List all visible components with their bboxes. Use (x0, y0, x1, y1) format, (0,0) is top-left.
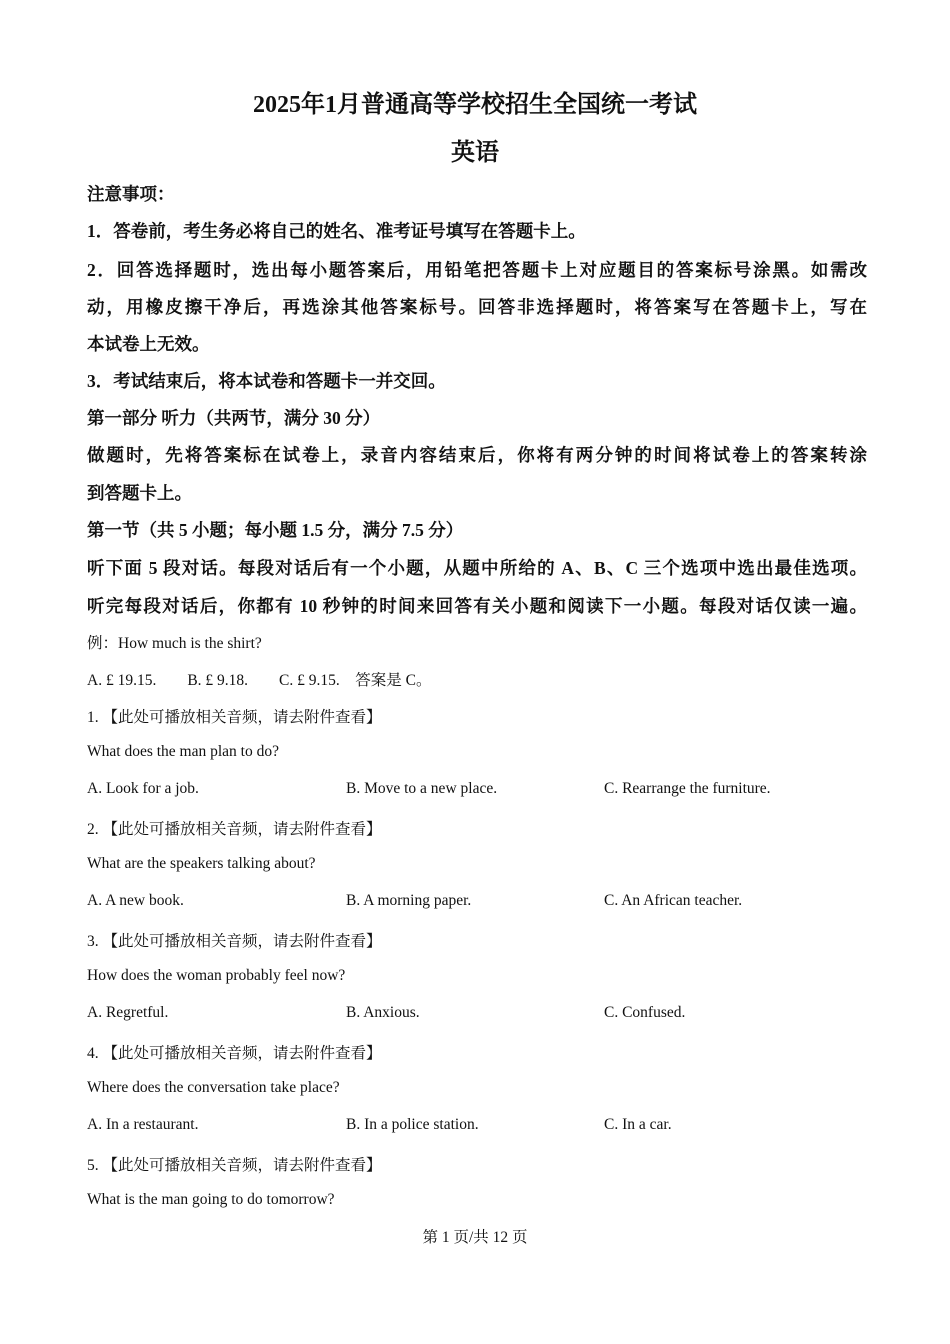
question-3-option-a: A. Regretful. (87, 1004, 169, 1021)
part1-desc-line-2: 到答题卡上。 (87, 483, 192, 503)
question-2-text: What are the speakers talking about? (87, 855, 316, 872)
example-question: 例：How much is the shirt? (87, 635, 262, 652)
section1-desc-line-1: 听下面 5 段对话。每段对话后有一个小题，从题中所给的 A、B、C 三个选项中选出最佳选项。 (87, 558, 867, 578)
question-2-audio-note: 2. 【此处可播放相关音频，请去附件查看】 (87, 821, 382, 838)
part1-heading: 第一部分 听力（共两节，满分 30 分） (87, 408, 381, 428)
question-3-option-b: B. Anxious. (346, 1004, 420, 1021)
page-number: 第 1 页/共 12 页 (422, 1229, 528, 1246)
question-4-option-a: A. In a restaurant. (87, 1116, 199, 1133)
question-5-text: What is the man going to do tomorrow? (87, 1191, 335, 1208)
question-4-option-c: C. In a car. (604, 1116, 672, 1133)
question-5-audio-note: 5. 【此处可播放相关音频，请去附件查看】 (87, 1157, 382, 1174)
example-answer: A. £ 19.15. B. £ 9.18. C. £ 9.15. 答案是 C。 (87, 672, 432, 689)
subject-title: 英语 (451, 140, 499, 166)
exam-title: 2025年1月普通高等学校招生全国统一考试 (253, 92, 697, 118)
notice-item-3: 3．考试结束后，将本试卷和答题卡一并交回。 (87, 371, 446, 391)
question-1-option-c: C. Rearrange the furniture. (604, 780, 771, 797)
question-1-text: What does the man plan to do? (87, 743, 279, 760)
section1-desc-line-2: 听完每段对话后，你都有 10 秒钟的时间来回答有关小题和阅读下一小题。每段对话仅读一遍。 (87, 596, 867, 616)
question-4-option-b: B. In a police station. (346, 1116, 479, 1133)
notice-item-2-line-1: 2．回答选择题时，选出每小题答案后，用铅笔把答题卡上对应题目的答案标号涂黑。如需改 (87, 260, 867, 280)
question-3-audio-note: 3. 【此处可播放相关音频，请去附件查看】 (87, 933, 382, 950)
question-2-option-a: A. A new book. (87, 892, 184, 909)
question-1-option-a: A. Look for a job. (87, 780, 199, 797)
question-1-audio-note: 1. 【此处可播放相关音频，请去附件查看】 (87, 709, 382, 726)
notice-item-1: 1．答卷前，考生务必将自己的姓名、准考证号填写在答题卡上。 (87, 221, 586, 241)
section1-heading: 第一节（共 5 小题；每小题 1.5 分，满分 7.5 分） (87, 520, 464, 540)
question-3-text: How does the woman probably feel now? (87, 967, 346, 984)
notice-item-2-line-2: 动，用橡皮擦干净后，再选涂其他答案标号。回答非选择题时，将答案写在答题卡上，写在 (87, 297, 867, 317)
question-3-option-c: C. Confused. (604, 1004, 686, 1021)
question-2-option-b: B. A morning paper. (346, 892, 472, 909)
question-2-option-c: C. An African teacher. (604, 892, 743, 909)
question-4-text: Where does the conversation take place? (87, 1079, 340, 1096)
notice-heading: 注意事项： (87, 184, 175, 204)
question-1-option-b: B. Move to a new place. (346, 780, 498, 797)
notice-item-2-line-3: 本试卷上无效。 (87, 334, 210, 354)
part1-desc-line-1: 做题时，先将答案标在试卷上，录音内容结束后，你将有两分钟的时间将试卷上的答案转涂 (87, 445, 867, 465)
question-4-audio-note: 4. 【此处可播放相关音频，请去附件查看】 (87, 1045, 382, 1062)
